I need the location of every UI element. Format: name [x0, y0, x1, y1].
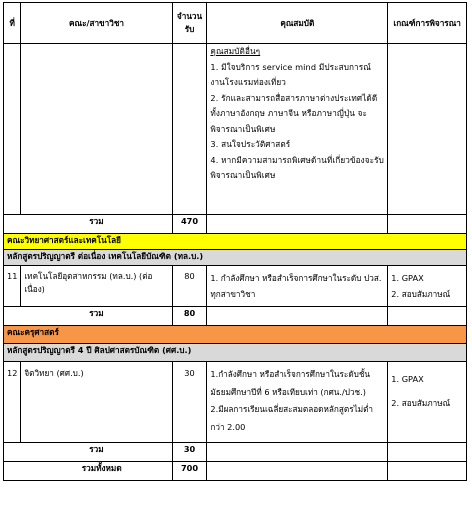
row-number: 11	[4, 266, 21, 307]
sum-row	[4, 215, 467, 234]
faculty-row	[4, 326, 467, 344]
table-row	[4, 44, 467, 215]
extra-qualifications-title: คุณสมบัติอื่นๆ	[210, 46, 261, 56]
grand-total-row	[4, 462, 467, 481]
sum-value: 80	[172, 307, 207, 326]
list-item: 1.กำลังศึกษา หรือสำเร็จการศึกษาในระดับชั้นมัธยมศึกษาปีที่ 6 หรือเทียบเท่า (กศน./ปวช.)	[210, 369, 370, 397]
row-number: 12	[4, 362, 21, 443]
seats-value: 80	[172, 266, 207, 307]
table-row	[4, 266, 467, 307]
extra-qualifications	[207, 44, 388, 215]
header-criteria: เกณฑ์การพิจารณา	[388, 3, 467, 44]
program-edu-title: หลักสูตรปริญญาตรี 4 ปี ศิลปศาสตรบัณฑิต (ศศ.บ.)	[4, 344, 467, 362]
admission-table	[3, 2, 467, 481]
list-item: 2.มีผลการเรียนเฉลี่ยสะสมตลอดหลักสูตรไม่ต่ำกว่า 2.00	[210, 404, 374, 432]
sum-row	[4, 307, 467, 326]
list-item: 2. สอบสัมภาษณ์	[391, 289, 451, 299]
sum-value: 30	[172, 443, 207, 462]
program-row	[4, 344, 467, 362]
sum-row	[4, 443, 467, 462]
sum-label: รวม	[4, 215, 173, 234]
header-faculty: คณะ/สาขาวิชา	[21, 3, 172, 44]
grand-total-label: รวมทั้งหมด	[4, 462, 173, 481]
list-item: 2. สอบสัมภาษณ์	[391, 398, 451, 408]
list-item: 1. GPAX	[391, 374, 424, 384]
sum-value: 470	[172, 215, 207, 234]
list-item: 1. GPAX	[391, 273, 424, 283]
table-row	[4, 362, 467, 443]
grand-total-value: 700	[172, 462, 207, 481]
faculty-edu-title: คณะครุศาสตร์	[4, 326, 467, 344]
qualification-text: 1. กำลังศึกษา หรือสำเร็จการศึกษาในระดับ ปวส. ทุกสาขาวิชา	[207, 266, 388, 307]
major-name: เทคโนโลยีอุตสาหกรรม (ทล.บ.) (ต่อเนื่อง)	[21, 266, 172, 307]
criteria-cell	[388, 362, 467, 443]
header-qualifications: คุณสมบัติ	[207, 3, 388, 44]
program-row	[4, 250, 467, 266]
qualification-cell	[207, 362, 388, 443]
seats-value: 30	[172, 362, 207, 443]
program-tech-title: หลักสูตรปริญญาตรี ต่อเนื่อง เทคโนโลยีบัณฑิต (ทล.บ.)	[4, 250, 467, 266]
header-row	[4, 3, 467, 44]
header-seats: จำนวนรับ	[172, 3, 207, 44]
faculty-row	[4, 234, 467, 250]
list-item: 2. รักและสามารถสื่อสารภาษาต่างประเทศได้ดีทั้งภาษาอังกฤษ ภาษาจีน หรือภาษาญี่ปุ่น จะพิจารณาเป็นพิเศษ	[210, 92, 378, 134]
header-no: ที่	[4, 3, 21, 44]
list-item: 1. มีใจบริการ service mind มีประสบการณ์งานโรงแรมท่องเที่ยว	[210, 61, 371, 87]
list-item: 4. หากมีความสามารถพิเศษด้านที่เกี่ยวข้องจะรับพิจารณาเป็นพิเศษ	[210, 154, 384, 180]
major-name: จิตวิทยา (ศศ.บ.)	[21, 362, 172, 443]
faculty-science-title: คณะวิทยาศาสตร์และเทคโนโลยี	[4, 234, 467, 250]
sum-label: รวม	[4, 307, 173, 326]
list-item: 3. สนใจประวัติศาสตร์	[210, 139, 291, 149]
sum-label: รวม	[4, 443, 173, 462]
criteria-cell	[388, 266, 467, 307]
